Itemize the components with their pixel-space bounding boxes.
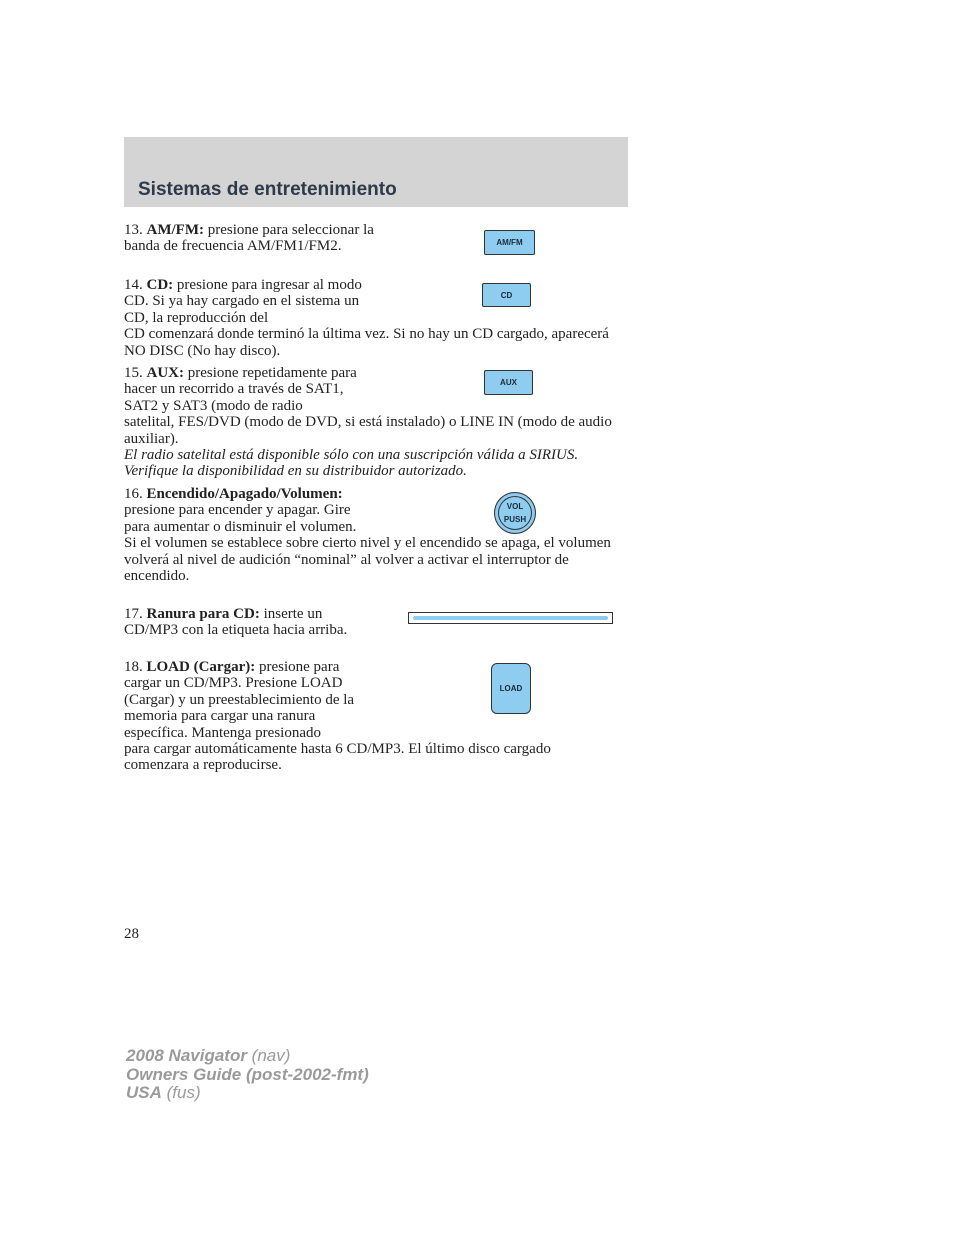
knob-label-bottom: PUSH xyxy=(503,515,527,524)
item-text: inserte un CD/MP3 con la etiqueta hacia arriba. xyxy=(124,606,348,639)
item-number: 17. xyxy=(124,606,143,622)
document-footer xyxy=(126,1047,369,1103)
item-label: AUX: xyxy=(146,365,184,381)
item-aux xyxy=(124,365,619,480)
item-text: presione para seleccionar la banda de frecuencia AM/FM1/FM2. xyxy=(124,222,374,255)
item-text-wide: CD comenzará donde terminó la última vez. Si no hay un CD cargado, aparecerá NO DISC (No hay disco). xyxy=(124,326,609,359)
load-button[interactable]: LOAD xyxy=(491,663,531,714)
item-number: 14. xyxy=(124,277,143,293)
aux-button[interactable]: AUX xyxy=(484,370,533,395)
item-label: LOAD (Cargar): xyxy=(146,659,256,675)
item-note: El radio satelital está disponible sólo con una suscripción válida a SIRIUS. Verifique la disponibilidad en su distribuidor autorizado. xyxy=(124,447,579,480)
item-text: presione repetidamente para hacer un recorrido a través de SAT1, SAT2 y SAT3 (modo de radio xyxy=(124,365,357,414)
item-text-wide: satelital, FES/DVD (modo de DVD, si está instalado) o LINE IN (modo de audio auxiliar). xyxy=(124,414,612,447)
footer-model-code: (nav) xyxy=(246,1046,291,1065)
item-number: 16. xyxy=(124,486,143,502)
am-fm-button[interactable]: AM/FM xyxy=(484,230,535,255)
footer-guide: Owners Guide (post-2002-fmt) xyxy=(126,1064,369,1084)
item-number: 18. xyxy=(124,659,143,675)
footer-market: USA xyxy=(126,1083,162,1102)
item-text-wide: para cargar automáticamente hasta 6 CD/MP3. El último disco cargado comenzara a reproducirse. xyxy=(124,741,551,774)
item-am-fm xyxy=(124,222,619,255)
cd-slot-opening xyxy=(413,616,608,620)
footer-market-code: (fus) xyxy=(161,1083,201,1102)
item-number: 13. xyxy=(124,222,143,238)
item-text: presione para ingresar al modo CD. Si ya hay cargado en el sistema un CD, la reproducción del xyxy=(124,277,362,326)
item-cd xyxy=(124,277,619,359)
item-label: Encendido/Apagado/Volumen: xyxy=(146,486,343,502)
item-text: presione para cargar un CD/MP3. Presione LOAD (Cargar) y un preestablecimiento de la memoria para cargar una ranura específica. Mantenga presionado xyxy=(124,659,355,741)
item-label: CD: xyxy=(146,277,174,293)
page-number: 28 xyxy=(124,926,139,942)
section-title: Sistemas de entretenimiento xyxy=(138,179,397,200)
item-load xyxy=(124,659,619,774)
volume-knob[interactable] xyxy=(494,492,536,534)
footer-model: 2008 Navigator xyxy=(126,1046,247,1065)
item-label: AM/FM: xyxy=(146,222,204,238)
cd-button[interactable]: CD xyxy=(482,283,531,307)
item-text-wide: Si el volumen se establece sobre cierto nivel y el encendido se apaga, el volumen volverá al nivel de audición “nominal” al volver a activar el interruptor de encendido. xyxy=(124,535,611,585)
knob-label-top: VOL xyxy=(506,502,524,511)
item-label: Ranura para CD: xyxy=(146,606,260,622)
item-text: presione para encender y apagar. Gire para aumentar o disminuir el volumen. xyxy=(124,502,357,535)
section-header xyxy=(124,137,628,207)
item-volume xyxy=(124,486,619,584)
item-number: 15. xyxy=(124,365,143,381)
cd-slot[interactable] xyxy=(408,612,613,624)
